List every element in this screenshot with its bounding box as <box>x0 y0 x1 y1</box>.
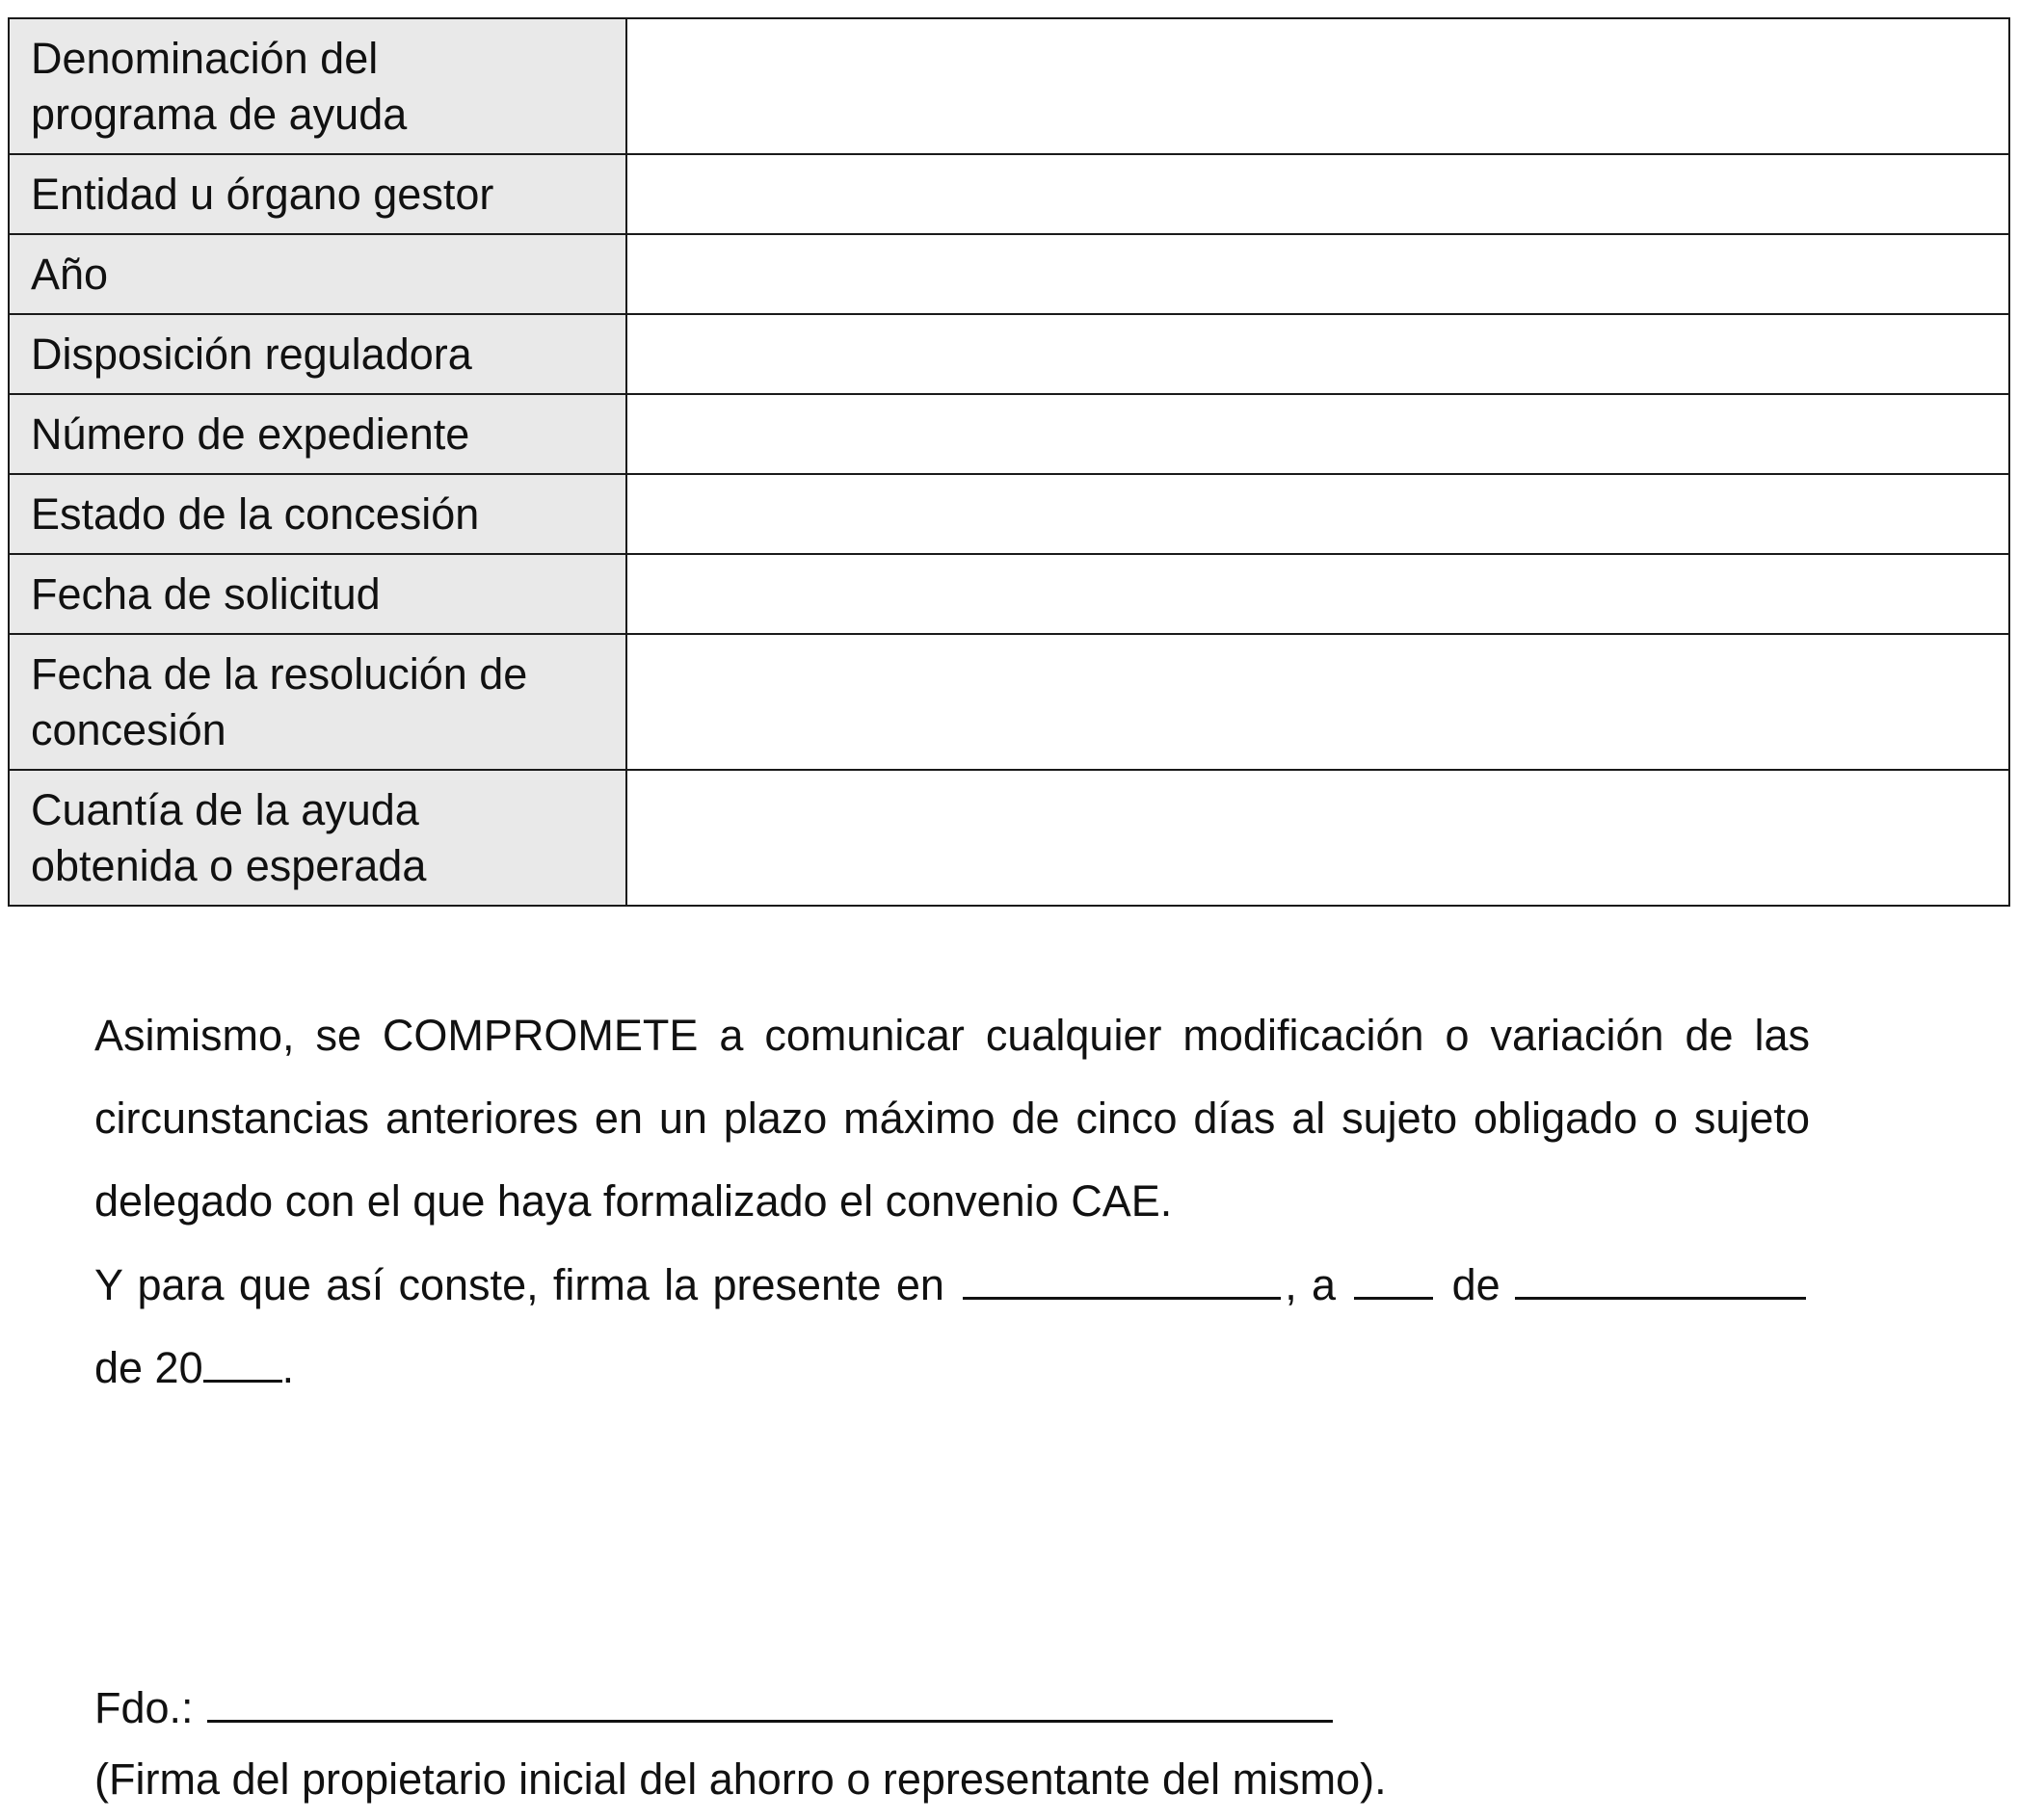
row-label-aid-amount: Cuantía de la ayuda obtenida o esperada <box>9 770 626 906</box>
file-number-field[interactable] <box>626 394 2009 474</box>
attestation-text-2: , a <box>1285 1260 1337 1309</box>
attestation-text-1: Y para que así conste, firma la presente en <box>94 1260 944 1309</box>
row-label-file-number: Número de expediente <box>9 394 626 474</box>
program-name-field[interactable] <box>626 18 2009 154</box>
signature-line <box>94 1667 1333 1750</box>
signature-blank[interactable] <box>207 1677 1333 1723</box>
signature-label: Fdo.: <box>94 1683 194 1732</box>
table-row <box>9 634 2009 770</box>
row-label-year: Año <box>9 234 626 314</box>
managing-entity-field[interactable] <box>626 154 2009 234</box>
regulation-field[interactable] <box>626 314 2009 394</box>
row-label-application-date: Fecha de solicitud <box>9 554 626 634</box>
year-blank[interactable] <box>203 1339 282 1383</box>
attestation-text-4: de 20 <box>94 1343 203 1392</box>
row-label-resolution-date: Fecha de la resolución de concesión <box>9 634 626 770</box>
signature-note: (Firma del propietario inicial del ahorro o representante del mismo). <box>94 1754 1387 1804</box>
row-label-managing-entity: Entidad u órgano gestor <box>9 154 626 234</box>
table-row <box>9 394 2009 474</box>
aid-amount-field[interactable] <box>626 770 2009 906</box>
application-date-field[interactable] <box>626 554 2009 634</box>
resolution-date-field[interactable] <box>626 634 2009 770</box>
table-row <box>9 314 2009 394</box>
attestation-text-5: . <box>281 1343 295 1392</box>
month-blank[interactable] <box>1515 1256 1806 1300</box>
attestation-text-3: de <box>1451 1260 1500 1309</box>
row-label-grant-status: Estado de la concesión <box>9 474 626 554</box>
table-row <box>9 770 2009 906</box>
table-row <box>9 554 2009 634</box>
place-blank[interactable] <box>963 1256 1281 1300</box>
grant-status-field[interactable] <box>626 474 2009 554</box>
table-row <box>9 234 2009 314</box>
table-row <box>9 474 2009 554</box>
row-label-regulation: Disposición reguladora <box>9 314 626 394</box>
commitment-paragraph: Asimismo, se COMPROMETE a comunicar cualquier modificación o variación de las circunstancias anteriores en un plazo máximo de cinco días al sujeto obligado o sujeto delegado con el que haya formalizado el convenio CAE. <box>94 1011 1810 1226</box>
row-label-program-name: Denominación del programa de ayuda <box>9 18 626 154</box>
table-row <box>9 154 2009 234</box>
attestation-paragraph <box>94 1244 1810 1410</box>
year-field[interactable] <box>626 234 2009 314</box>
table-row <box>9 18 2009 154</box>
aid-info-table <box>8 17 2010 907</box>
day-blank[interactable] <box>1354 1256 1433 1300</box>
